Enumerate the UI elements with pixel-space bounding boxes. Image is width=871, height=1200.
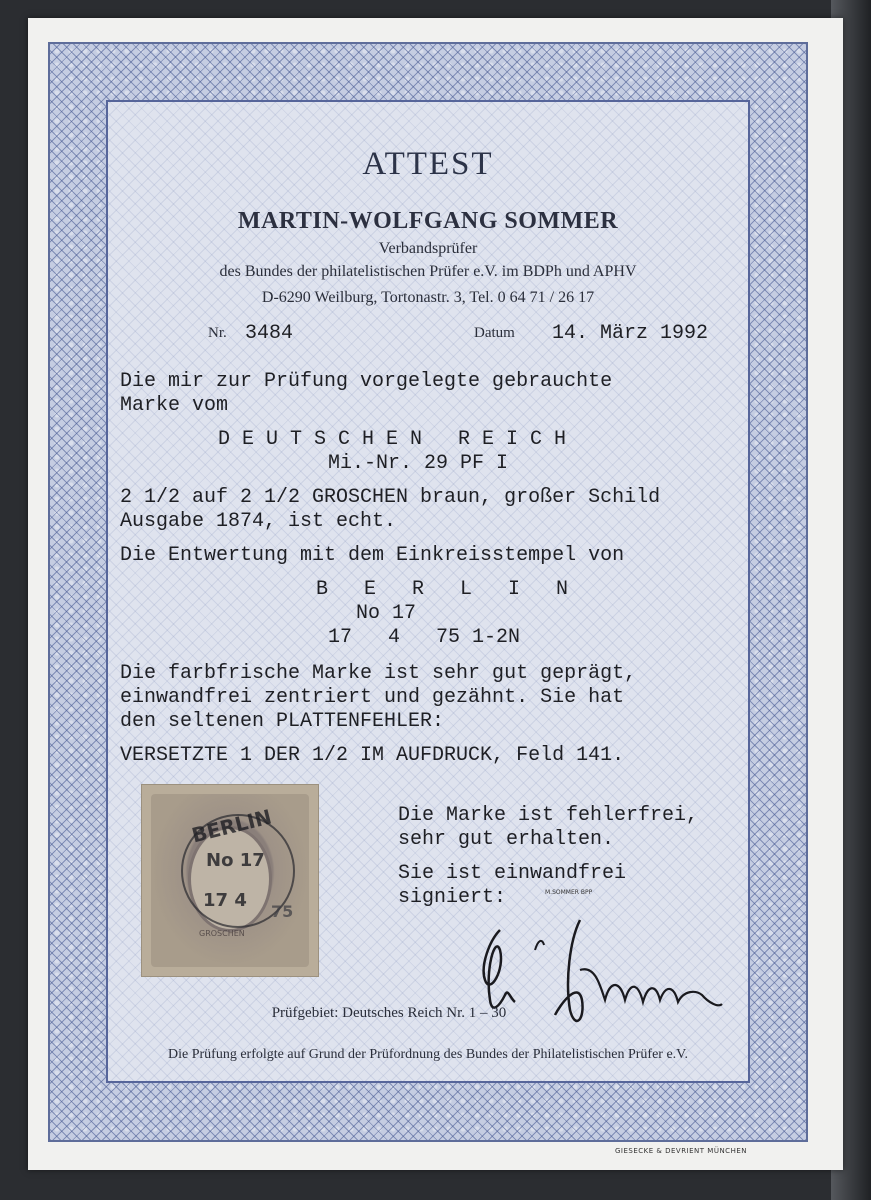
condition-line-1: Die farbfrische Marke ist sehr gut geprägt,	[120, 662, 637, 685]
examiner-address: D-6290 Weilburg, Tortonastr. 3, Tel. 0 64 71 / 26 17	[261, 289, 595, 306]
postmark-city: BERLIN	[189, 804, 274, 848]
fault-line-1: Die Marke ist fehlerfrei,	[398, 804, 699, 827]
signed-line-2: signiert:	[398, 886, 507, 909]
certificate-date: 14. März 1992	[552, 322, 709, 345]
stamp-denomination: GROSCHEN	[199, 929, 245, 938]
certificate-number: 3484	[245, 322, 294, 345]
signed-line-1: Sie ist einwandfrei	[398, 862, 627, 885]
cancel-date: 17 4 75 1-2N	[328, 626, 521, 649]
examiner-association: des Bundes der philatelistischen Prüfer e.V. im BDPh und APHV	[219, 263, 637, 280]
catalog-number: Mi.-Nr. 29 PF I	[328, 452, 509, 475]
postmark-office: No 17	[206, 850, 265, 871]
printer-imprint: GIESECKE & DEVRIENT MÜNCHEN	[615, 1147, 747, 1155]
nr-label: Nr.	[208, 325, 227, 341]
intro-line-2: Marke vom	[120, 394, 229, 417]
stamp-image	[151, 794, 309, 967]
fault-line-2: sehr gut erhalten.	[398, 828, 615, 851]
cancel-intro: Die Entwertung mit dem Einkreisstempel von	[120, 544, 625, 567]
plate-error-line: VERSETZTE 1 DER 1/2 IM AUFDRUCK, Feld 141.	[120, 744, 625, 767]
stamp-photo	[141, 784, 319, 977]
country-line: D E U T S C H E N R E I C H	[218, 428, 567, 451]
certificate-title: ATTEST	[362, 146, 494, 182]
description-line-1: 2 1/2 auf 2 1/2 GROSCHEN braun, großer Schild	[120, 486, 661, 509]
condition-line-2: einwandfrei zentriert und gezähnt. Sie hat	[120, 686, 625, 709]
examiner-name: MARTIN-WOLFGANG SOMMER	[237, 208, 619, 234]
cancel-city: B E R L I N	[316, 578, 569, 601]
postmark-date: 17 4	[203, 890, 247, 911]
intro-line-1: Die mir zur Prüfung vorgelegte gebrauchte	[120, 370, 613, 393]
condition-line-3: den seltenen PLATTENFEHLER:	[120, 710, 445, 733]
postmark-year: 75	[271, 902, 294, 921]
pruefordnung-note: Die Prüfung erfolgte auf Grund der Prüfordnung des Bundes der Philatelistischen Prüfer e.V.	[168, 1047, 688, 1062]
description-line-2: Ausgabe 1874, ist echt.	[120, 510, 397, 533]
signature-mark: M.SOMMER BPP	[545, 889, 593, 896]
cancel-office: No 17	[356, 602, 417, 625]
examiner-role: Verbandsprüfer	[378, 240, 478, 257]
datum-label: Datum	[474, 325, 515, 341]
pruefgebiet-line: Prüfgebiet: Deutsches Reich Nr. 1 – 30	[271, 1005, 507, 1021]
